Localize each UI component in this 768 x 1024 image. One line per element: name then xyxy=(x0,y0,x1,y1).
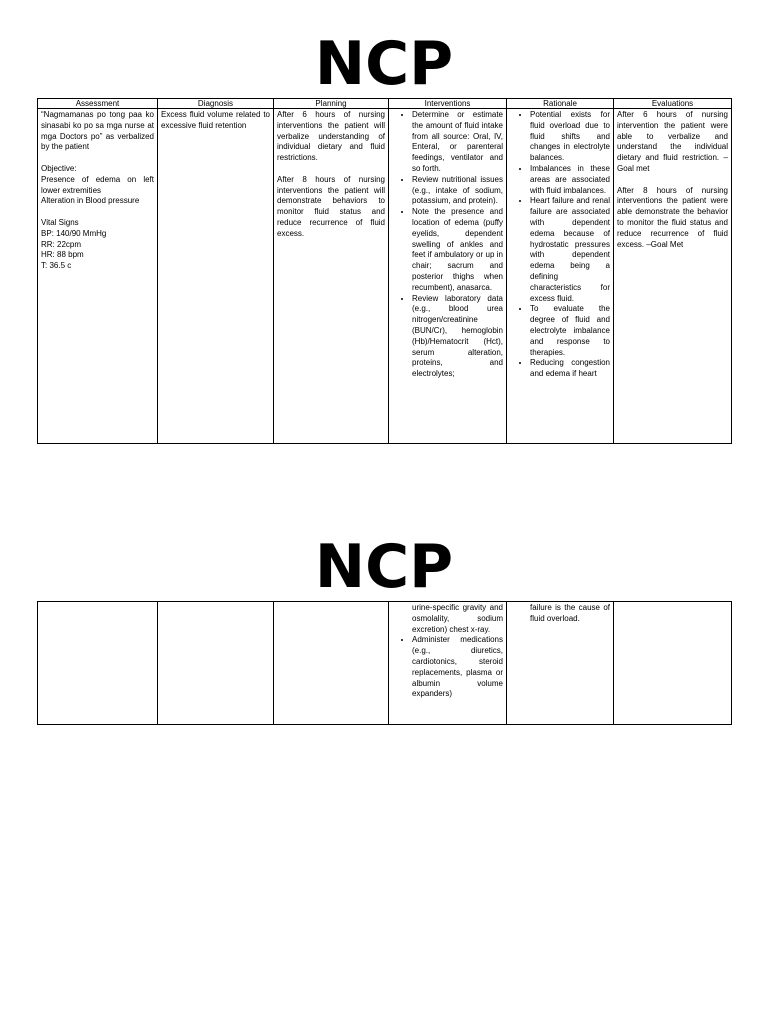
rationale-list xyxy=(510,110,610,380)
list-item: • Determine or estimate the amount of fluid intake from all source: Oral, IV, Enteral, or parenteral feedings, ventilator and so forth. xyxy=(412,110,503,175)
list-item: • Potential exists for fluid overload due to fluid shifts and changes in electrolyte balances. xyxy=(530,110,610,164)
assessment-cell xyxy=(38,602,158,725)
list-item: • Heart failure and renal failure are associated with dependent edema because of hydrostatic pressures with dependent edema being a defining characteristics for excess fluid. xyxy=(530,196,610,304)
interventions-continued xyxy=(392,603,503,635)
diagnosis-cell xyxy=(158,602,274,725)
planning-cell xyxy=(274,602,389,725)
header-planning: Planning xyxy=(274,99,389,109)
objective-item: Alteration in Blood pressure xyxy=(41,196,140,206)
objective-label: Objective: xyxy=(41,163,77,173)
table-row xyxy=(38,109,732,444)
list-item: • Reducing congestion and edema if heart xyxy=(530,358,610,380)
rationale-cell xyxy=(507,109,614,444)
table-header-row xyxy=(38,99,732,109)
rationale-continued xyxy=(510,603,610,625)
vital-sign: HR: 88 bpm xyxy=(41,250,84,260)
interventions-cell xyxy=(389,109,507,444)
diagnosis-cell xyxy=(158,109,274,444)
vital-sign: BP: 140/90 MmHg xyxy=(41,228,107,238)
page-title: NCP xyxy=(314,29,454,99)
list-item: • Imbalances in these areas are associated with fluid imbalances. xyxy=(530,164,610,196)
diagnosis-text: Excess fluid volume related to excessive fluid retention xyxy=(161,110,270,130)
header-interventions: Interventions xyxy=(389,99,507,109)
interventions-list xyxy=(392,635,503,700)
header-rationale: Rationale xyxy=(507,99,614,109)
header-diagnosis: Diagnosis xyxy=(158,99,274,109)
evaluation-text: After 8 hours of nursing interventions the patient were able demonstrate the behavior to monitor the fluid status and reduce recurrence of fluid excess. –Goal Met xyxy=(617,185,728,249)
objective-item: Presence of edema on left lower extremities xyxy=(41,174,154,195)
header-assessment: Assessment xyxy=(38,99,158,109)
interventions-list xyxy=(392,110,503,380)
evaluations-cell xyxy=(614,602,732,725)
evaluation-text: After 6 hours of nursing intervention the patient were able to verbalize and understand the individual dietary and fluid restriction. –Goal met xyxy=(617,110,728,173)
list-item: • To evaluate the degree of fluid and electrolyte imbalance and response to therapies. xyxy=(530,304,610,358)
rationale-cell xyxy=(507,602,614,725)
planning-goal: After 6 hours of nursing interventions the patient will verbalize understanding of individual dietary and fluid restrictions. xyxy=(277,110,385,163)
assessment-cell xyxy=(38,109,158,444)
list-item-continued: urine-specific gravity and osmolality, sodium excretion) chest x-ray. xyxy=(412,603,503,634)
list-item: • Review nutritional issues (e.g., intake of sodium, potassium, and protein). xyxy=(412,175,503,207)
planning-goal: After 8 hours of nursing interventions the patient will demonstrate behaviors to monitor fluid status and reduce recurrence of fluid excess. xyxy=(277,174,385,238)
list-item-continued: failure is the cause of fluid overload. xyxy=(530,603,610,623)
evaluations-cell xyxy=(614,109,732,444)
vital-sign: T: 36.5 c xyxy=(41,261,72,271)
vital-signs-label: Vital Signs xyxy=(41,217,79,227)
planning-cell xyxy=(274,109,389,444)
page-title: NCP xyxy=(314,532,454,602)
header-evaluations: Evaluations xyxy=(614,99,732,109)
vital-sign: RR: 22cpm xyxy=(41,239,82,249)
ncp-table-continued xyxy=(37,601,732,725)
interventions-cell xyxy=(389,602,507,725)
ncp-table xyxy=(37,98,732,444)
list-item: • Administer medications (e.g., diuretics, cardiotonics, steroid replacements, plasma or albumin volume expanders) xyxy=(412,635,503,700)
list-item: • Review laboratory data (e.g., blood urea nitrogen/creatinine (BUN/Cr), hemoglobin (Hb)/Hematocrit (Hct), serum alteration, proteins, and electrolytes; xyxy=(412,294,503,380)
table-row xyxy=(38,602,732,725)
subjective-text: “Nagmamanas po tong paa ko sinasabi ko po sa mga nurse at mga Doctors po” as verbalized by the patient xyxy=(41,110,154,152)
list-item: • Note the presence and location of edema (puffy eyelids, dependent swelling of ankles and feet if ambulatory or up in chair; sacrum and posterior thighs when recumbent), anasarca. xyxy=(412,207,503,293)
